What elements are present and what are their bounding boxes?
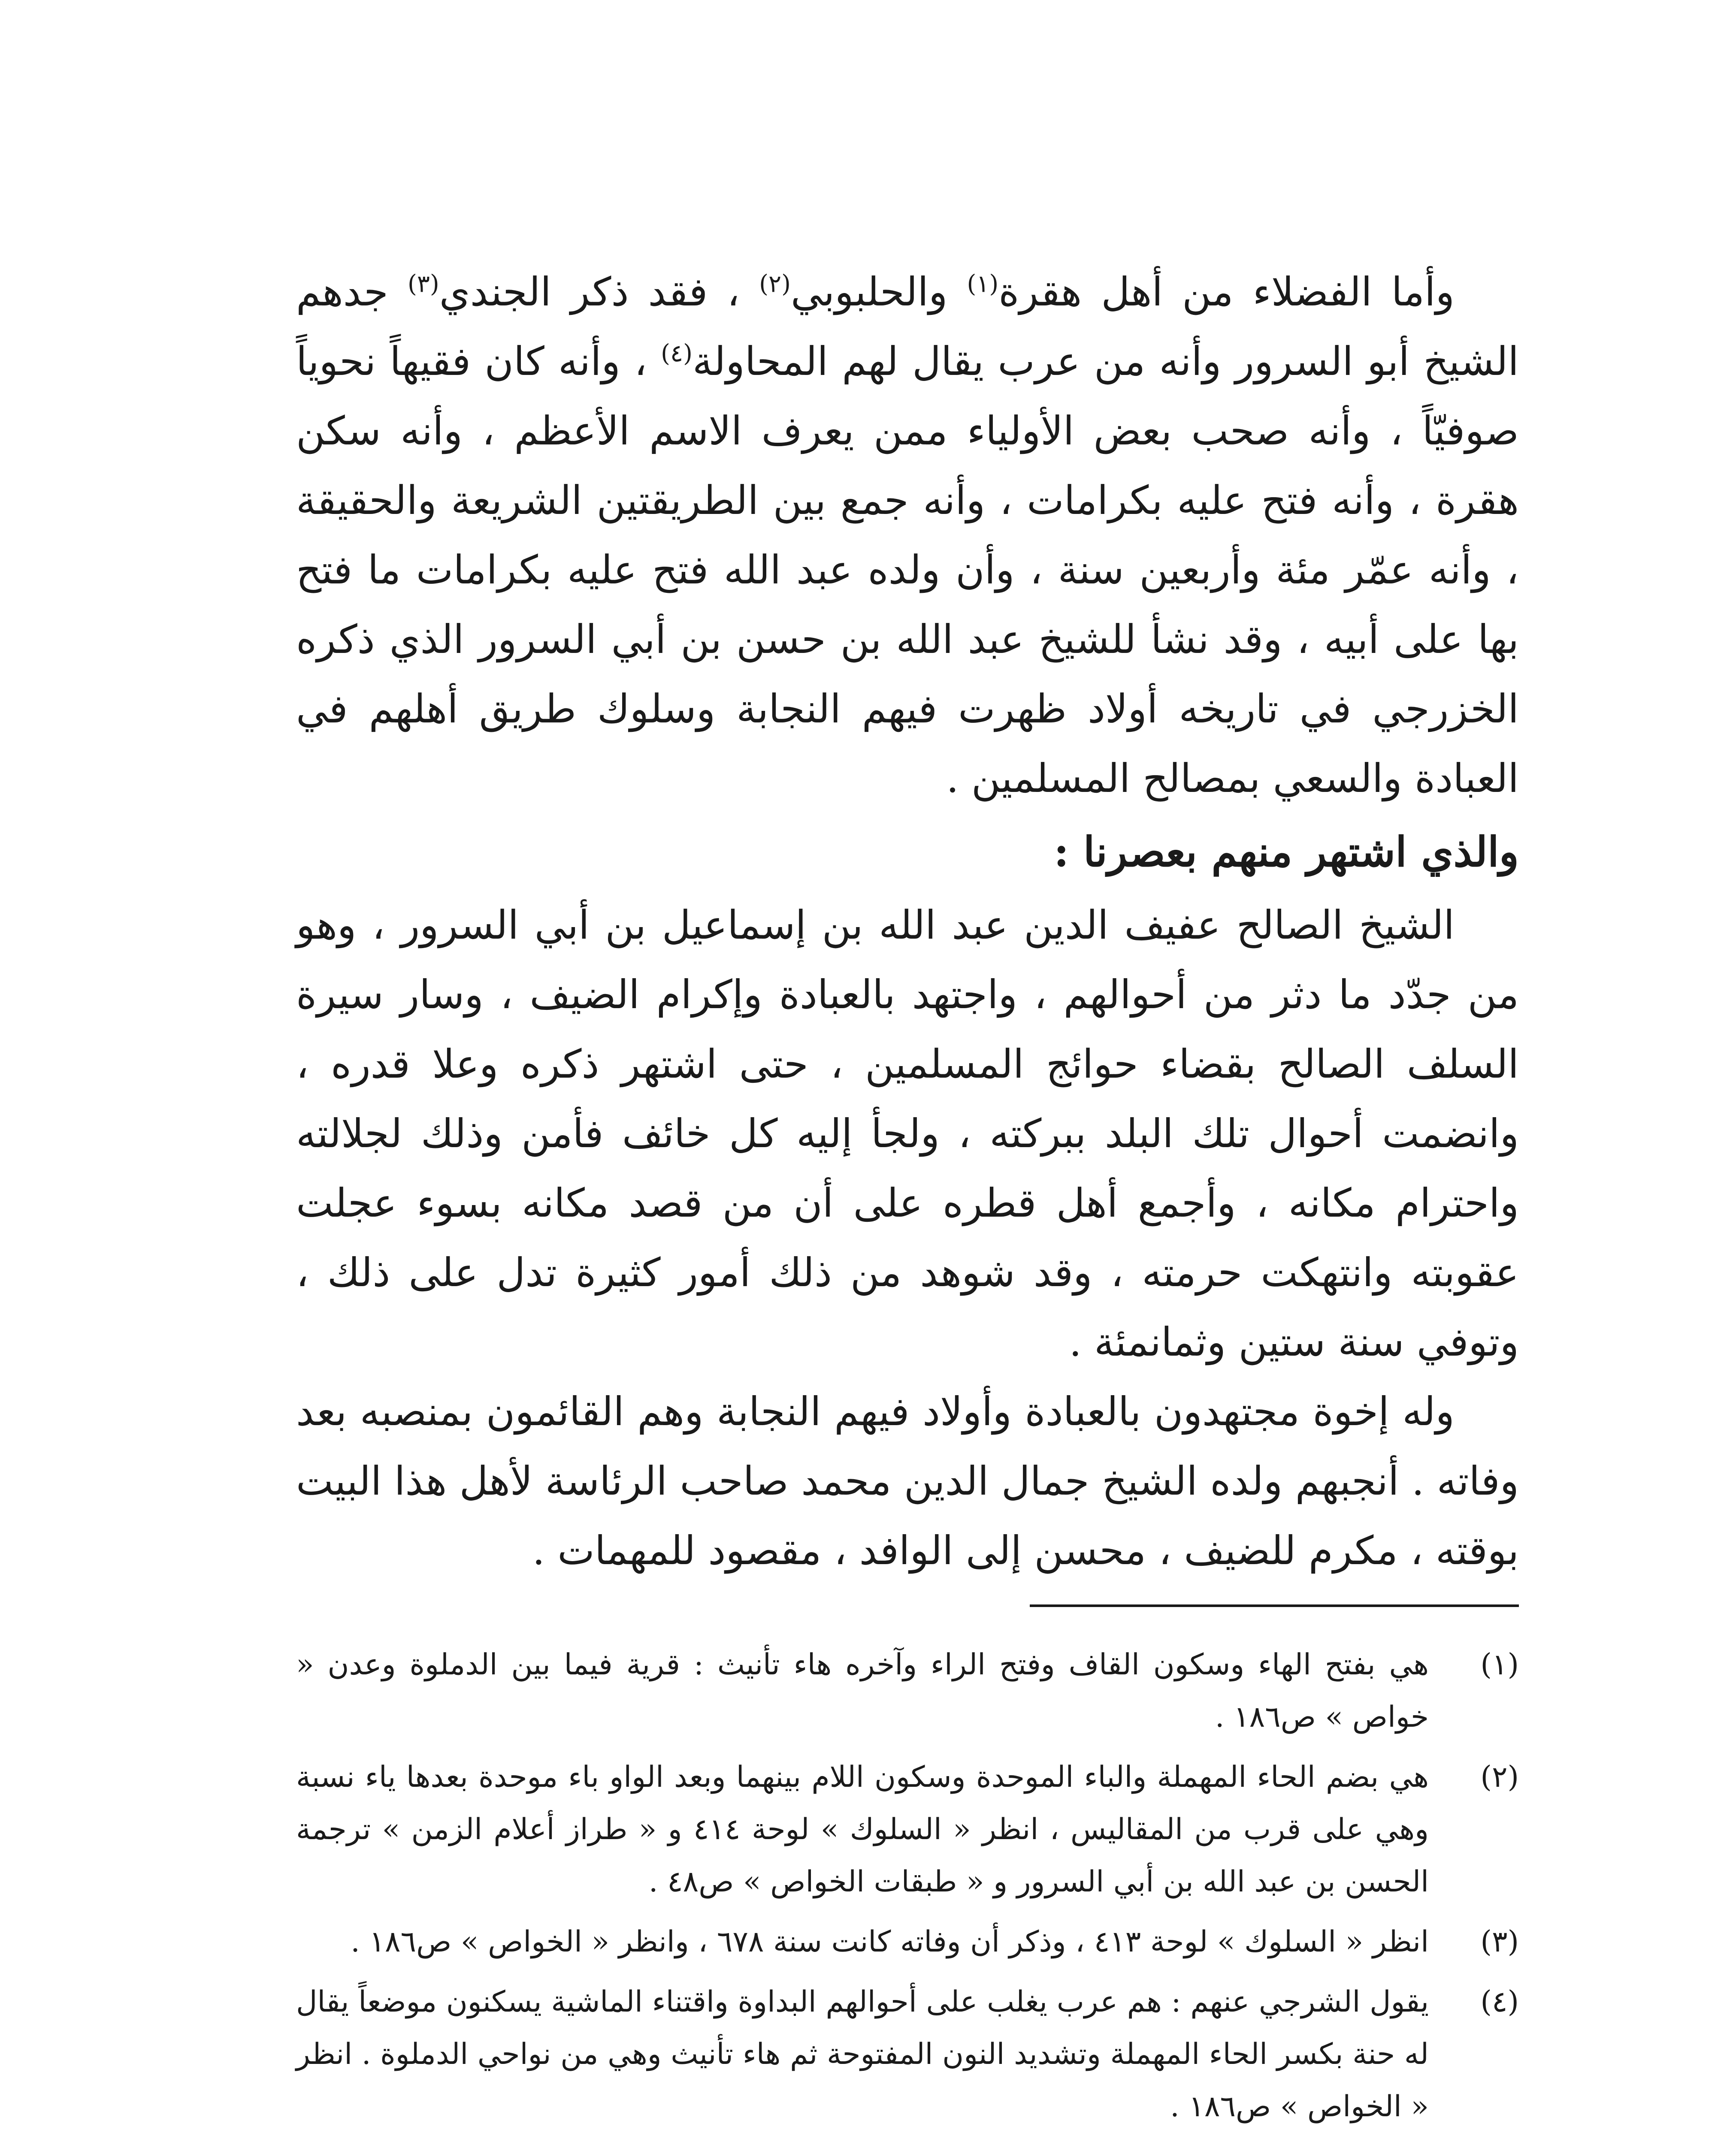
footnote [296,1639,1519,1743]
footnote-ref-1: (١) [967,270,999,298]
footnote-divider [1030,1604,1519,1607]
footnote-number: (١) [1480,1648,1519,1682]
section-heading: والذي اشتهر منهم بعصرنا : [1054,828,1519,876]
footnotes [296,1639,1519,2141]
footnote-number: (٣) [1480,1925,1519,1959]
footnote [296,1976,1519,2133]
paragraph-1-segment: ، وأنه كان فقيهاً نحوياً صوفيّاً ، وأنه صحب بعض الأولياء ممن يعرف الاسم الأعظم ، وأنه سكن هقرة ، وأنه فتح عليه بكرامات ، وأنه جمع بين الطريقتين الشريعة والحقيقة ، وأنه عمّر مئة وأربعين سنة ، وأن ولده عبد الله فتح عليه بكرامات ما فتح بها على أبيه ، وقد نشأ للشيخ عبد الله بن حسن بن أبي السرور الذي ذكره الخزرجي في تاريخه أولاد ظهرت فيهم النجابة وسلوك طريق أهلهم في العبادة والسعي بمصالح المسلمين . [296,338,1519,801]
footnote-text: هي بفتح الهاء وسكون القاف وفتح الراء وآخره هاء تأنيث : قرية فيما بين الدملوة وعدن « خواص » ص١٨٦ . [296,1648,1429,1734]
paragraph-3: وله إخوة مجتهدون بالعبادة وأولاد فيهم النجابة وهم القائمون بمنصبه بعد وفاته . أنجبهم ولده الشيخ جمال الدين محمد صاحب الرئاسة لأهل هذا البيت بوقته ، مكرم للضيف ، محسن إلى الوافد ، مقصود للمهمات . [296,1389,1519,1574]
footnote-ref-4: (٤) [661,339,693,368]
paragraph-1-segment: جدهم الشيخ أبو السرور وأنه من عرب يقال لهم المحاولة [296,269,1519,384]
footnote-ref-3: (٣) [407,270,439,298]
footnote-text: انظر « السلوك » لوحة ٤١٣ ، وذكر أن وفاته كانت سنة ٦٧٨ ، وانظر « الخواص » ص١٨٦ . [351,1925,1429,1959]
main-text [296,257,1519,1586]
footnote-text: يقول الشرجي عنهم : هم عرب يغلب على أحوالهم البداوة واقتناء الماشية يسكنون موضعاً يقال له حنة بكسر الحاء المهملة وتشديد النون المفتوحة ثم هاء تأنيث وهي من نواحي الدملوة . انظر « الخواص » ص١٨٦ . [296,1985,1429,2124]
footnote-ref-2: (٢) [759,270,791,298]
paragraph-2: الشيخ الصالح عفيف الدين عبد الله بن إسماعيل بن أبي السرور ، وهو من جدّد ما دثر من أحوالهم ، واجتهد بالعبادة وإكرام الضيف ، وسار سيرة السلف الصالح بقضاء حوائج المسلمين ، حتى اشتهر ذكره وعلا قدره ، وانضمت أحوال تلك البلد ببركته ، ولجأ إليه كل خائف فأمن وذلك لجلالته واحترام مكانه ، وأجمع أهل قطره على أن من قصد مكانه بسوء عجلت عقوبته وانتهكت حرمته ، وقد شوهد من ذلك أمور كثيرة تدل على ذلك ، وتوفي سنة ستين وثمانمئة . [296,902,1519,1365]
paragraph-1 [296,257,1519,813]
paragraph-1-segment: وأما الفضلاء من أهل هقرة [998,269,1455,315]
footnote [296,1751,1519,1908]
footnote-number: (٤) [1480,1985,1519,2019]
footnote [296,1916,1519,1968]
paragraph-1-segment: ، فقد ذكر الجندي [439,269,759,315]
paragraph-1-segment: والحلبوبي [790,269,967,315]
footnote-text: هي بضم الحاء المهملة والباء الموحدة وسكون اللام بينهما وبعد الواو باء موحدة بعدها ياء نسبة وهي على قرب من المقاليس ، انظر « السلوك » لوحة ٤١٤ و « طراز أعلام الزمن » ترجمة الحسن بن عبد الله بن أبي السرور و « طبقات الخواص » ص٤٨ . [296,1760,1429,1899]
footnote-number: (٢) [1480,1760,1519,1794]
